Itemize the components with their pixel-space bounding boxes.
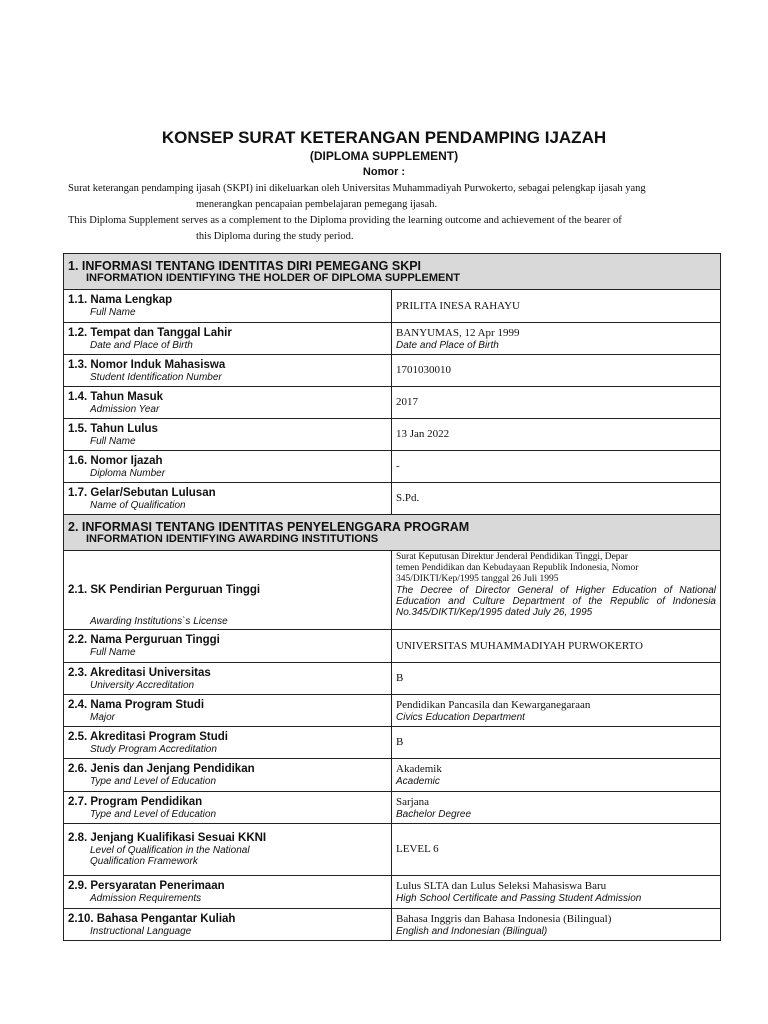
row-value-en: Academic	[396, 776, 440, 787]
row-value-en: Bachelor Degree	[396, 808, 472, 820]
row-label: 2.7. Program Pendidikan	[68, 795, 203, 808]
row-label: 2.2. Nama Perguruan Tinggi	[68, 634, 220, 646]
row-label: 1.7. Gelar/Sebutan Lulusan	[68, 486, 216, 499]
row-label: 1.3. Nomor Induk Mahasiswa	[68, 358, 226, 371]
section-1-header	[64, 254, 721, 290]
row-label-en: Diploma Number	[90, 467, 166, 479]
section-2-title: 2. INFORMASI TENTANG IDENTITAS PENYELENGGARA PROGRAM	[68, 519, 470, 534]
section-1-subtitle: INFORMATION IDENTIFYING THE HOLDER OF DIPLOMA SUPPLEMENT	[86, 271, 460, 284]
row-value: Akademik	[396, 763, 442, 775]
row-label: 2.9. Persyaratan Penerimaan	[68, 880, 225, 892]
row-value-en: The Decree of Director General of Higher Education of National Education and Culture Department of the Republic of Indonesia No.345/DIKTI/Kep/1995 dated July 26, 1995	[396, 585, 716, 618]
intro-en-line1: This Diploma Supplement serves as a complement to the Diploma providing the learning outcome and achievement of the bearer of	[68, 215, 622, 226]
table-row	[64, 792, 721, 824]
row-label: 1.6. Nomor Ijazah	[68, 454, 163, 467]
row-label: 2.5. Akreditasi Program Studi	[68, 730, 228, 743]
row-value: BANYUMAS, 12 Apr 1999	[396, 326, 520, 339]
table-row	[64, 876, 721, 909]
row-label-en: Study Program Accreditation	[90, 743, 217, 755]
row-label-en: Type and Level of Education	[90, 776, 217, 787]
section-1-rows	[64, 290, 721, 515]
row-value: LEVEL 6	[396, 843, 439, 855]
row-label: 2.3. Akreditasi Universitas	[68, 666, 211, 679]
table-row	[64, 387, 721, 419]
row-label-en: Full Name	[90, 435, 136, 447]
table-row-sk-pendirian	[64, 551, 721, 630]
row-label: 2.8. Jenjang Kualifikasi Sesuai KKNI	[68, 832, 267, 844]
row-value: Pendidikan Pancasila dan Kewarganegaraan	[396, 698, 591, 711]
row-value-line1: Surat Keputusan Direktur Jenderal Pendidikan Tinggi, Depar	[396, 552, 628, 562]
row-label-en: Admission Requirements	[90, 893, 202, 904]
diploma-supplement-table	[63, 253, 721, 941]
table-row	[64, 451, 721, 483]
row-label: 2.4. Nama Program Studi	[68, 698, 205, 711]
row-label: 1.1. Nama Lengkap	[68, 294, 173, 306]
row-label-en: Type and Level of Education	[90, 808, 217, 820]
section-2-rows	[64, 630, 721, 824]
intro-en-line2: this Diploma during the study period.	[196, 231, 354, 242]
row-label-en: Admission Year	[90, 403, 160, 415]
row-value-en: High School Certificate and Passing Student Admission	[396, 893, 642, 904]
intro-id-line2: menerangkan pencapaian pembelajaran pemegang ijasah.	[196, 199, 438, 210]
table-row	[64, 630, 721, 663]
section-2-rows-continued	[64, 876, 721, 941]
row-value: 1701030010	[396, 364, 451, 376]
document-title: KONSEP SURAT KETERANGAN PENDAMPING IJAZAH	[161, 128, 607, 147]
row-label-en: Full Name	[90, 647, 136, 658]
row-value: Bahasa Inggris dan Bahasa Indonesia (Bilingual)	[396, 912, 612, 925]
document-number-label: Nomor :	[362, 166, 406, 178]
row-value: 13 Jan 2022	[396, 428, 450, 440]
row-label: 2.1. SK Pendirian Perguruan Tinggi	[68, 583, 261, 596]
intro-id-line1: Surat keterangan pendamping ijasah (SKPI) ini dikeluarkan oleh Universitas Muhammadiyah Purwokerto, sebagai pelengkap ijasah yang	[68, 183, 646, 194]
row-value-line3: 345/DIKTI/Kep/1995 tanggal 26 Juli 1995	[396, 574, 559, 584]
row-value: 2017	[396, 396, 418, 408]
row-label-en: Date and Place of Birth	[90, 339, 193, 351]
row-label-en: University Accreditation	[90, 679, 195, 691]
table-row	[64, 695, 721, 727]
row-label-en: Major	[90, 711, 116, 723]
row-value-en: Date and Place of Birth	[396, 339, 499, 351]
table-row	[64, 909, 721, 941]
row-value: UNIVERSITAS MUHAMMADIYAH PURWOKERTO	[396, 639, 643, 652]
row-label-en-line2: Qualification Framework	[90, 856, 198, 867]
row-value-en: English and Indonesian (Bilingual)	[396, 925, 548, 937]
row-label-en: Student Identification Number	[90, 371, 222, 383]
section-2-subtitle: INFORMATION IDENTIFYING AWARDING INSTITUTIONS	[86, 532, 379, 545]
row-label: 2.10. Bahasa Pengantar Kuliah	[68, 912, 236, 925]
row-value: Sarjana	[396, 795, 429, 808]
row-label: 1.2. Tempat dan Tanggal Lahir	[68, 326, 232, 339]
row-value: -	[396, 460, 400, 472]
table-row	[64, 323, 721, 355]
row-value-line2: temen Pendidikan dan Kebudayaan Republik Indonesia, Nomor	[396, 563, 639, 573]
row-value: B	[396, 736, 404, 748]
row-value-en: Civics Education Department	[396, 711, 525, 723]
table-row-kkni	[64, 824, 721, 876]
table-row	[64, 290, 721, 323]
row-value: S.Pd.	[396, 492, 420, 504]
row-label-en: Name of Qualification	[90, 499, 186, 511]
table-row	[64, 727, 721, 759]
section-1-title: 1. INFORMASI TENTANG IDENTITAS DIRI PEMEGANG SKPI	[68, 258, 422, 273]
row-label-en: Full Name	[90, 307, 136, 318]
row-label: 1.4. Tahun Masuk	[68, 390, 164, 403]
table-row	[64, 759, 721, 792]
row-label: 1.5. Tahun Lulus	[68, 422, 158, 435]
table-row	[64, 483, 721, 515]
section-2-header	[64, 515, 721, 551]
document-subtitle: (DIPLOMA SUPPLEMENT)	[309, 149, 459, 163]
row-label-en-line1: Level of Qualification in the National	[90, 845, 250, 856]
table-row	[64, 663, 721, 695]
table-row	[64, 355, 721, 387]
row-value: B	[396, 672, 404, 684]
row-label-en: Awarding Institutions`s License	[90, 616, 228, 627]
row-value: PRILITA INESA RAHAYU	[396, 299, 521, 312]
row-label: 2.6. Jenis dan Jenjang Pendidikan	[68, 763, 255, 775]
row-value: Lulus SLTA dan Lulus Seleksi Mahasiswa Baru	[396, 880, 607, 892]
table-row	[64, 419, 721, 451]
row-label-en: Instructional Language	[90, 925, 192, 937]
